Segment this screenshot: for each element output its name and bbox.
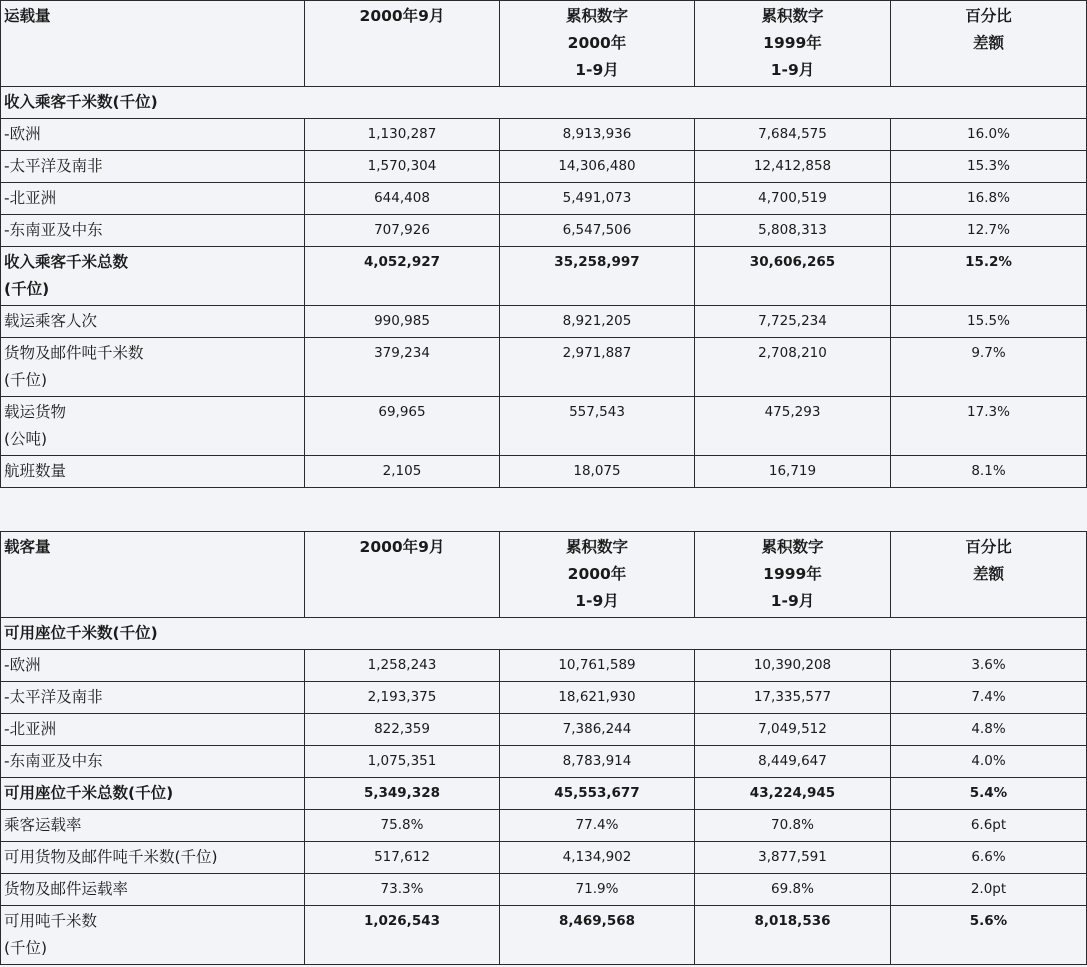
- cell-value: 10,761,589: [500, 650, 695, 682]
- cell-value: 4,134,902: [500, 842, 695, 874]
- row-label: -太平洋及南非: [1, 151, 305, 183]
- cell-value: 7,049,512: [695, 714, 891, 746]
- cell-value: 5,808,313: [695, 215, 891, 247]
- cell-value: 3.6%: [891, 650, 1087, 682]
- cell-value: 8,449,647: [695, 746, 891, 778]
- capacity-section-row: [1, 618, 1087, 650]
- cell-value: 73.3%: [305, 874, 500, 906]
- capacity-column-header: 2000年9月: [305, 532, 500, 618]
- row-label: -东南亚及中东: [1, 746, 305, 778]
- table-row: [1, 746, 1087, 778]
- cell-value: 16.0%: [891, 119, 1087, 151]
- cell-value: 6.6pt: [891, 810, 1087, 842]
- cell-value: 14,306,480: [500, 151, 695, 183]
- cell-value: 644,408: [305, 183, 500, 215]
- table-row: [1, 215, 1087, 247]
- cell-value: 30,606,265: [695, 247, 891, 306]
- cell-value: 9.7%: [891, 338, 1087, 397]
- cell-value: 17.3%: [891, 397, 1087, 456]
- section-label: 可用座位千米数(千位): [1, 618, 1087, 650]
- cell-value: 5.6%: [891, 906, 1087, 965]
- cell-value: 77.4%: [500, 810, 695, 842]
- cell-value: 2.0pt: [891, 874, 1087, 906]
- table-row: [1, 810, 1087, 842]
- cell-value: 15.5%: [891, 306, 1087, 338]
- cell-value: 379,234: [305, 338, 500, 397]
- row-label: -欧洲: [1, 119, 305, 151]
- cell-value: 69,965: [305, 397, 500, 456]
- row-label: 可用吨千米数 (千位): [1, 906, 305, 965]
- cell-value: 35,258,997: [500, 247, 695, 306]
- cell-value: 8,913,936: [500, 119, 695, 151]
- table-row: [1, 650, 1087, 682]
- cell-value: 707,926: [305, 215, 500, 247]
- traffic-column-header: 2000年9月: [305, 1, 500, 87]
- cell-value: 12.7%: [891, 215, 1087, 247]
- table-row: [1, 338, 1087, 397]
- cell-value: 990,985: [305, 306, 500, 338]
- cell-value: 8.1%: [891, 456, 1087, 488]
- table-row: [1, 306, 1087, 338]
- cell-value: 2,193,375: [305, 682, 500, 714]
- section-label: 收入乘客千米数(千位): [1, 87, 1087, 119]
- cell-value: 7,684,575: [695, 119, 891, 151]
- cell-value: 10,390,208: [695, 650, 891, 682]
- row-label: -太平洋及南非: [1, 682, 305, 714]
- traffic-column-header: 累积数字 1999年 1-9月: [695, 1, 891, 87]
- cell-value: 16,719: [695, 456, 891, 488]
- cell-value: 16.8%: [891, 183, 1087, 215]
- cell-value: 17,335,577: [695, 682, 891, 714]
- cell-value: 4.0%: [891, 746, 1087, 778]
- row-label: -欧洲: [1, 650, 305, 682]
- cell-value: 70.8%: [695, 810, 891, 842]
- cell-value: 15.2%: [891, 247, 1087, 306]
- row-label: 收入乘客千米总数 (千位): [1, 247, 305, 306]
- row-label: 可用座位千米总数(千位): [1, 778, 305, 810]
- table-row: [1, 119, 1087, 151]
- capacity-column-header: 百分比 差额: [891, 532, 1087, 618]
- cell-value: 1,130,287: [305, 119, 500, 151]
- cell-value: 5,349,328: [305, 778, 500, 810]
- traffic-header-row: [1, 1, 1087, 87]
- row-label: 载运货物 (公吨): [1, 397, 305, 456]
- capacity-column-header: 载客量: [1, 532, 305, 618]
- cell-value: 8,469,568: [500, 906, 695, 965]
- cell-value: 43,224,945: [695, 778, 891, 810]
- table-row: [1, 714, 1087, 746]
- total-row: [1, 906, 1087, 965]
- row-label: -北亚洲: [1, 183, 305, 215]
- cell-value: 3,877,591: [695, 842, 891, 874]
- cell-value: 475,293: [695, 397, 891, 456]
- cell-value: 6,547,506: [500, 215, 695, 247]
- cell-value: 18,621,930: [500, 682, 695, 714]
- total-row: [1, 778, 1087, 810]
- cell-value: 517,612: [305, 842, 500, 874]
- row-label: 乘客运载率: [1, 810, 305, 842]
- cell-value: 71.9%: [500, 874, 695, 906]
- cell-value: 7,386,244: [500, 714, 695, 746]
- table-row: [1, 151, 1087, 183]
- cell-value: 2,971,887: [500, 338, 695, 397]
- traffic-column-header: 百分比 差额: [891, 1, 1087, 87]
- traffic-column-header: 运载量: [1, 1, 305, 87]
- cell-value: 8,783,914: [500, 746, 695, 778]
- cell-value: 557,543: [500, 397, 695, 456]
- row-label: -东南亚及中东: [1, 215, 305, 247]
- table-row: [1, 183, 1087, 215]
- table-row: [1, 874, 1087, 906]
- cell-value: 4.8%: [891, 714, 1087, 746]
- cell-value: 45,553,677: [500, 778, 695, 810]
- table-row: [1, 842, 1087, 874]
- row-label: 货物及邮件吨千米数 (千位): [1, 338, 305, 397]
- cell-value: 2,708,210: [695, 338, 891, 397]
- cell-value: 12,412,858: [695, 151, 891, 183]
- cell-value: 5.4%: [891, 778, 1087, 810]
- table-row: [1, 682, 1087, 714]
- row-label: 航班数量: [1, 456, 305, 488]
- table-row: [1, 397, 1087, 456]
- cell-value: 1,570,304: [305, 151, 500, 183]
- cell-value: 5,491,073: [500, 183, 695, 215]
- row-label: -北亚洲: [1, 714, 305, 746]
- cell-value: 15.3%: [891, 151, 1087, 183]
- cell-value: 6.6%: [891, 842, 1087, 874]
- row-label: 载运乘客人次: [1, 306, 305, 338]
- cell-value: 1,026,543: [305, 906, 500, 965]
- cell-value: 18,075: [500, 456, 695, 488]
- row-label: 货物及邮件运载率: [1, 874, 305, 906]
- traffic-section-row: [1, 87, 1087, 119]
- cell-value: 8,921,205: [500, 306, 695, 338]
- cell-value: 7,725,234: [695, 306, 891, 338]
- traffic-column-header: 累积数字 2000年 1-9月: [500, 1, 695, 87]
- cell-value: 75.8%: [305, 810, 500, 842]
- cell-value: 8,018,536: [695, 906, 891, 965]
- cell-value: 7.4%: [891, 682, 1087, 714]
- total-row: [1, 247, 1087, 306]
- capacity-table: [0, 531, 1087, 965]
- cell-value: 1,075,351: [305, 746, 500, 778]
- table-row: [1, 456, 1087, 488]
- capacity-column-header: 累积数字 2000年 1-9月: [500, 532, 695, 618]
- cell-value: 2,105: [305, 456, 500, 488]
- capacity-header-row: [1, 532, 1087, 618]
- cell-value: 4,700,519: [695, 183, 891, 215]
- cell-value: 822,359: [305, 714, 500, 746]
- cell-value: 1,258,243: [305, 650, 500, 682]
- capacity-column-header: 累积数字 1999年 1-9月: [695, 532, 891, 618]
- cell-value: 4,052,927: [305, 247, 500, 306]
- row-label: 可用货物及邮件吨千米数(千位): [1, 842, 305, 874]
- cell-value: 69.8%: [695, 874, 891, 906]
